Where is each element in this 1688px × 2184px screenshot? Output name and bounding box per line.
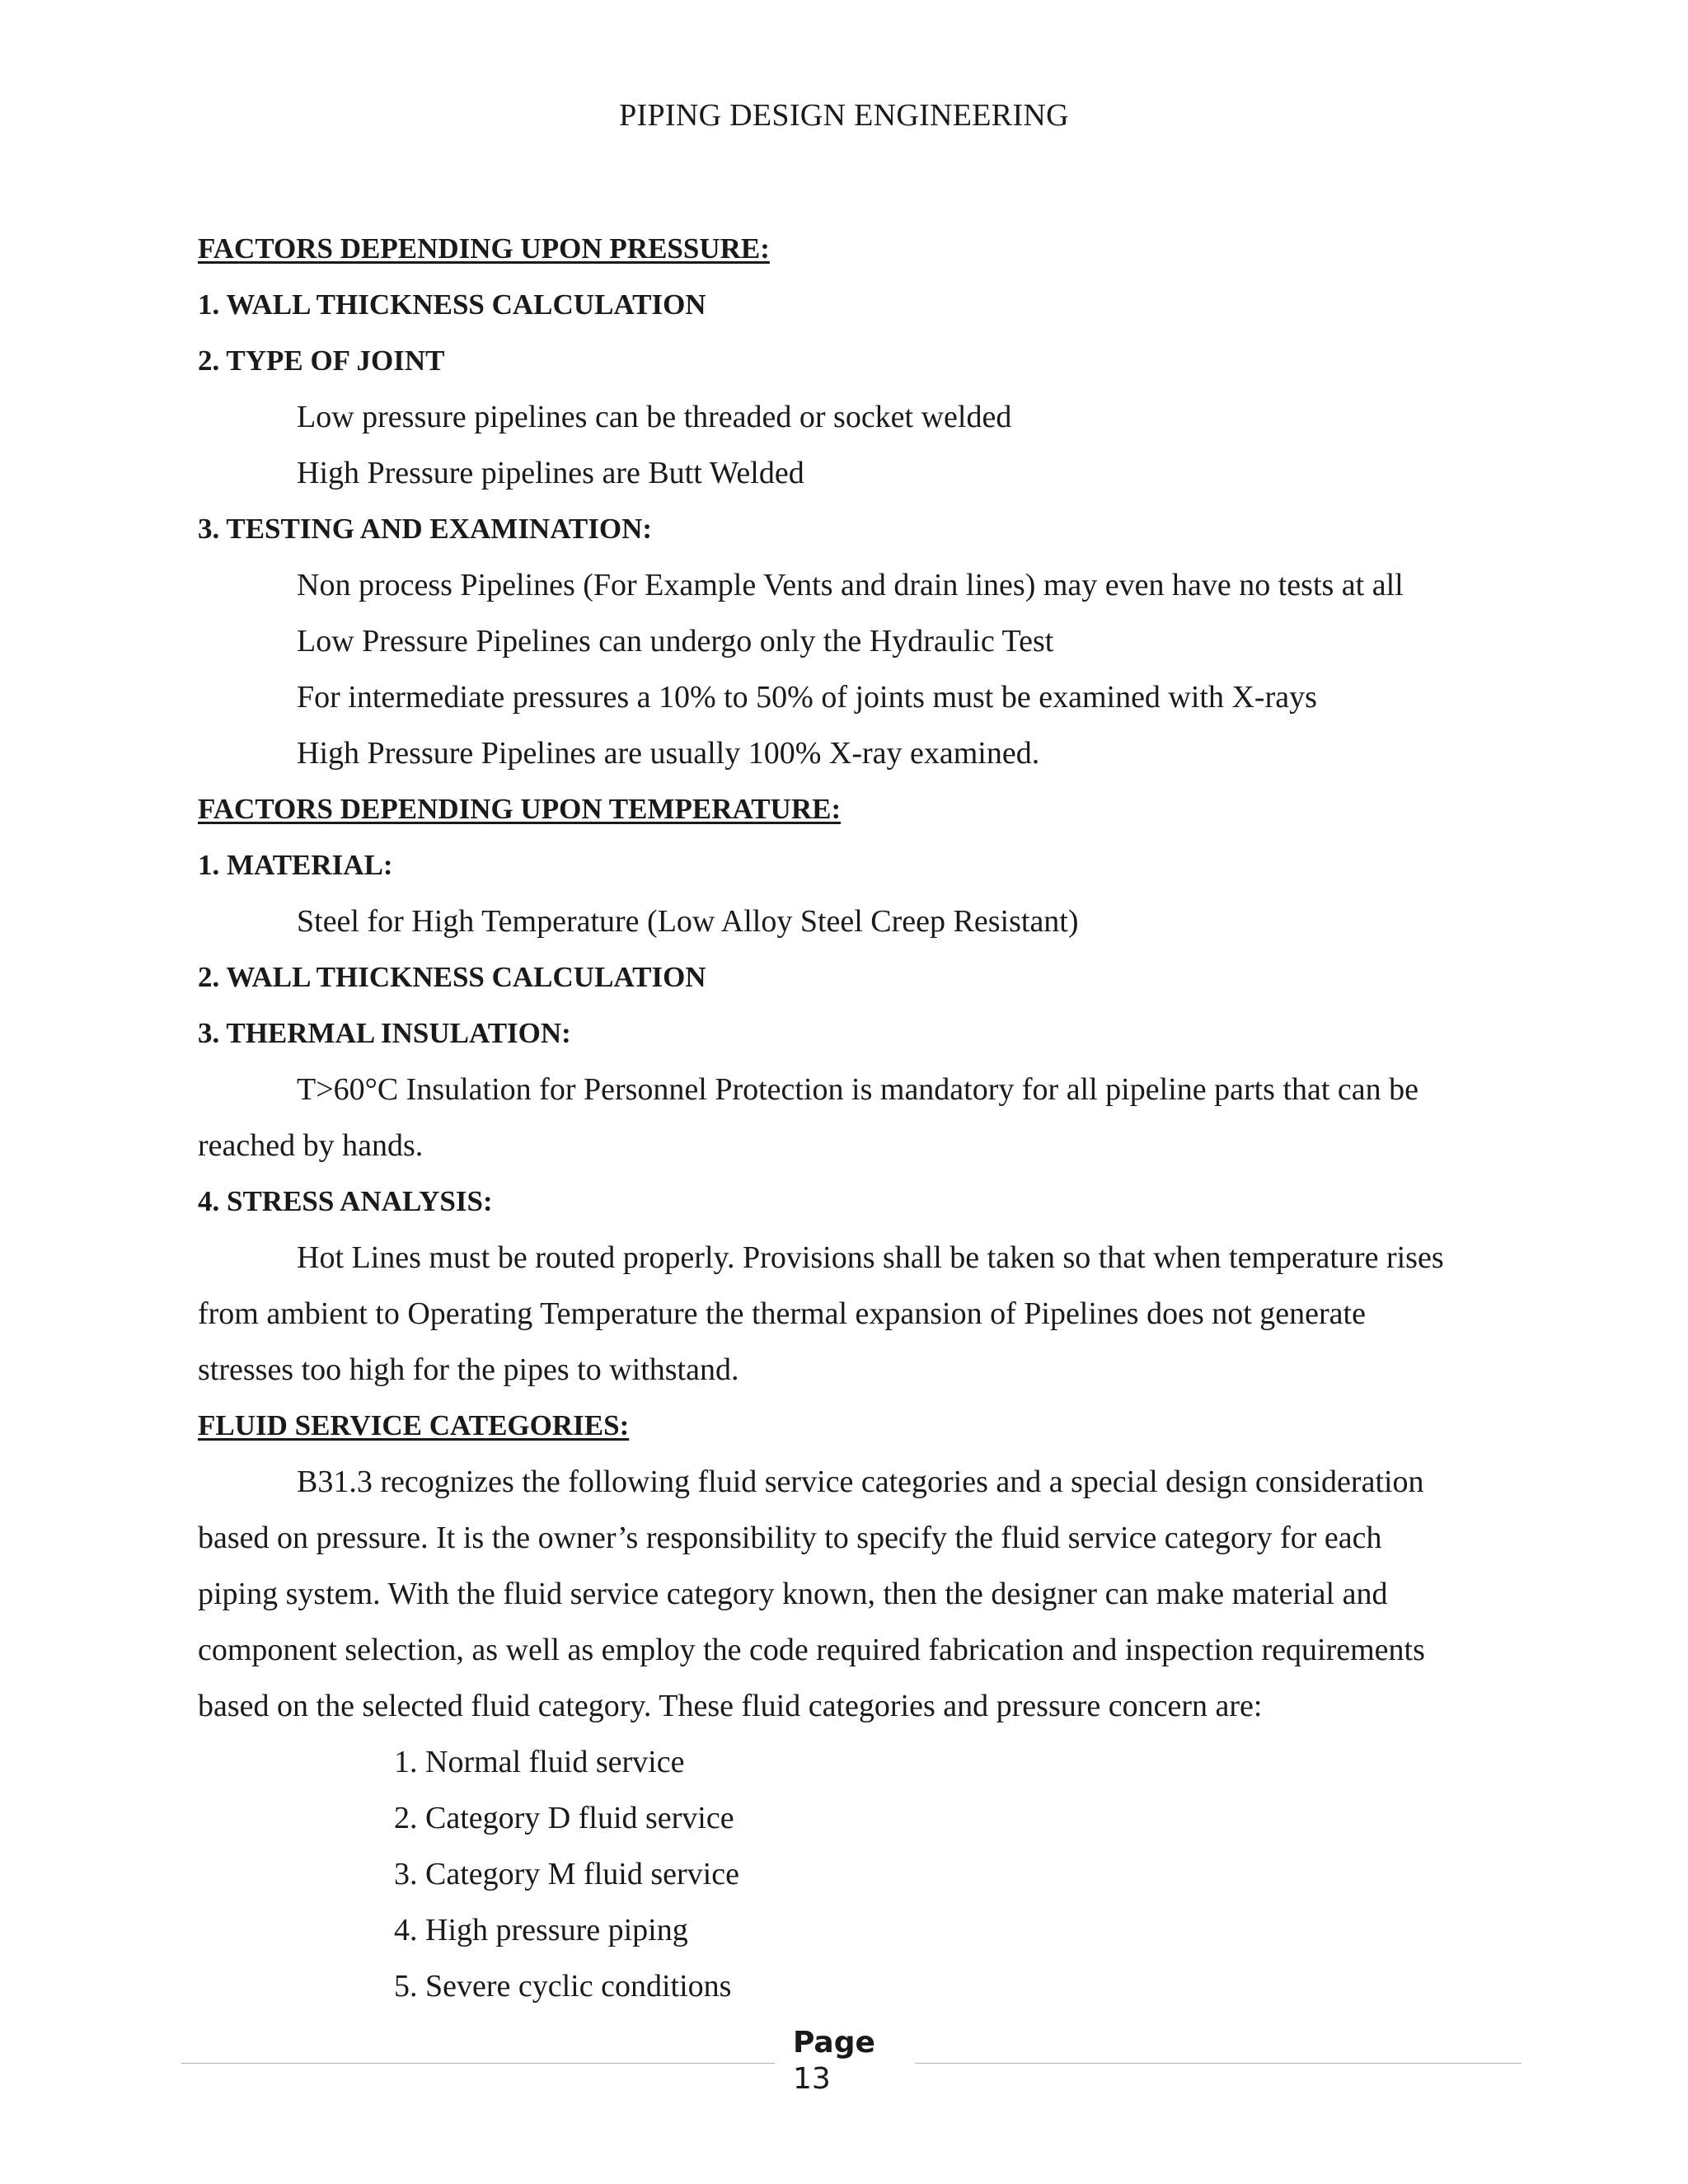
fluid-paragraph-line: B31.3 recognizes the following fluid service categories and a special design consideration [297, 1465, 1424, 1499]
footer-page-number: 13 [793, 2062, 831, 2096]
fluid-paragraph-line: based on pressure. It is the owner’s responsibility to specify the fluid service category for each [198, 1521, 1382, 1555]
pressure-item-testing: 3. TESTING AND EXAMINATION: [198, 513, 653, 545]
section-heading-pressure: FACTORS DEPENDING UPON PRESSURE: [198, 232, 770, 265]
stress-line: from ambient to Operating Temperature the thermal expansion of Pipelines does not generate [198, 1296, 1366, 1331]
fluid-category-item: 4. High pressure piping [394, 1913, 688, 1947]
material-line: Steel for High Temperature (Low Alloy Steel Creep Resistant) [297, 904, 1079, 939]
running-header: PIPING DESIGN ENGINEERING [619, 98, 1069, 133]
fluid-category-item: 2. Category D fluid service [394, 1801, 734, 1835]
fluid-paragraph-line: piping system. With the fluid service category known, then the designer can make material and [198, 1577, 1388, 1611]
joint-line: Low pressure pipelines can be threaded or socket welded [297, 400, 1012, 434]
fluid-category-item: 1. Normal fluid service [394, 1745, 685, 1779]
temperature-item-stress-analysis: 4. STRESS ANALYSIS: [198, 1185, 493, 1217]
temperature-item-wall-thickness: 2. WALL THICKNESS CALCULATION [198, 961, 706, 993]
testing-line: Non process Pipelines (For Example Vents and drain lines) may even have no tests at all [297, 568, 1404, 602]
fluid-paragraph-line: component selection, as well as employ the code required fabrication and inspection requirements [198, 1633, 1425, 1667]
temperature-item-material: 1. MATERIAL: [198, 849, 393, 881]
document-body [198, 221, 1508, 2014]
footer-page-label: Page [793, 2026, 875, 2060]
stress-line: Hot Lines must be routed properly. Provisions shall be taken so that when temperature rises [297, 1240, 1444, 1275]
pressure-item-type-of-joint: 2. TYPE OF JOINT [198, 344, 445, 377]
fluid-category-item: 5. Severe cyclic conditions [394, 1969, 732, 2004]
footer-rule-left [181, 2063, 775, 2064]
stress-line: stresses too high for the pipes to withstand. [198, 1352, 739, 1387]
fluid-paragraph-line: based on the selected fluid category. These fluid categories and pressure concern are: [198, 1689, 1263, 1723]
pressure-item-wall-thickness: 1. WALL THICKNESS CALCULATION [198, 288, 706, 321]
testing-line: For intermediate pressures a 10% to 50% of joints must be examined with X-rays [297, 680, 1317, 715]
joint-line: High Pressure pipelines are Butt Welded [297, 456, 804, 490]
testing-line: Low Pressure Pipelines can undergo only the Hydraulic Test [297, 624, 1054, 658]
footer-rule-right [915, 2063, 1522, 2064]
fluid-category-item: 3. Category M fluid service [394, 1857, 739, 1891]
insulation-line: reached by hands. [198, 1128, 424, 1163]
temperature-item-insulation: 3. THERMAL INSULATION: [198, 1017, 571, 1049]
testing-line: High Pressure Pipelines are usually 100% X-ray examined. [297, 736, 1040, 771]
section-heading-fluid: FLUID SERVICE CATEGORIES: [198, 1409, 630, 1441]
insulation-line: T>60°C Insulation for Personnel Protection is mandatory for all pipeline parts that can be [297, 1072, 1419, 1107]
section-heading-temperature: FACTORS DEPENDING UPON TEMPERATURE: [198, 793, 842, 825]
page-footer [181, 2026, 1522, 2100]
